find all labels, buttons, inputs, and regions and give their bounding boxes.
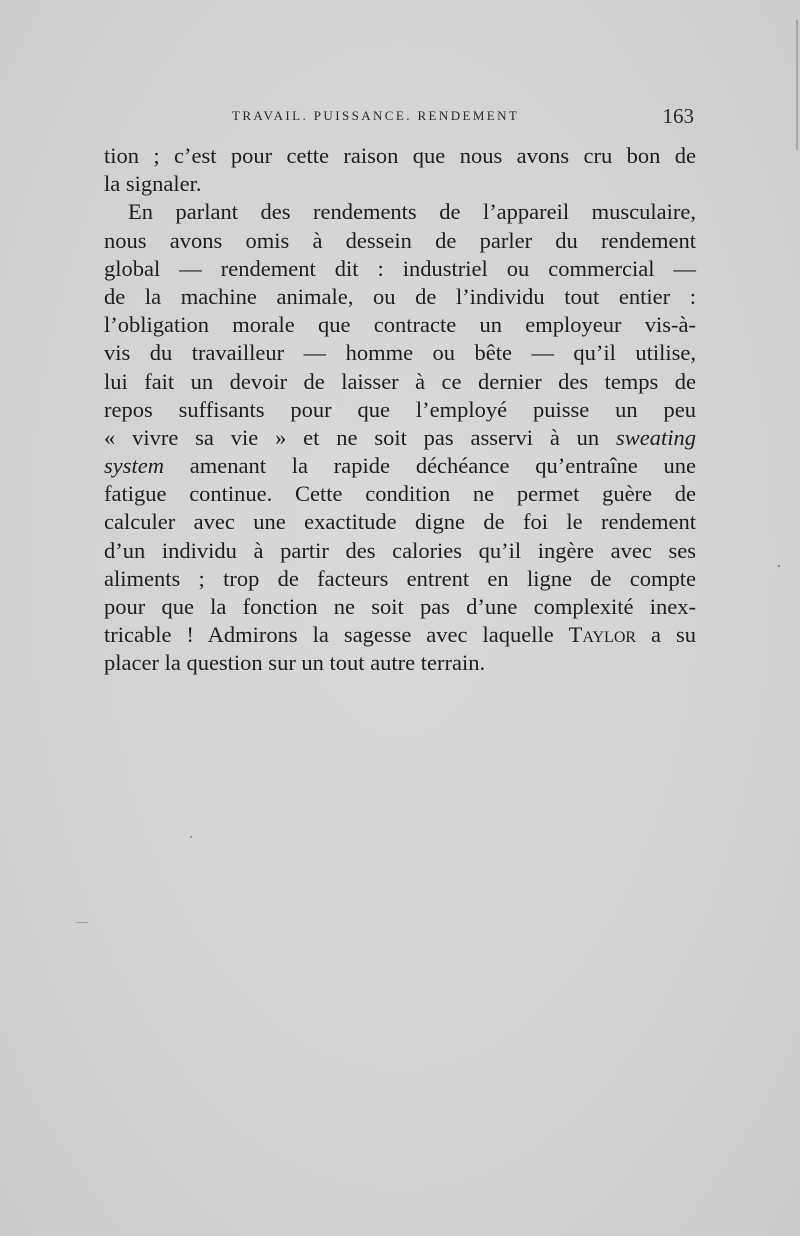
text-line: vis du travailleur — homme ou bête — qu’il utilise,: [104, 340, 696, 366]
text-line: [104, 621, 696, 649]
text-line: la signaler.: [104, 171, 202, 197]
text-line: [104, 452, 696, 480]
text-line: placer la question sur un tout autre terrain.: [104, 650, 486, 676]
paper-speck: [190, 836, 192, 838]
text-segment: a su: [636, 622, 696, 648]
author-name: Taylor: [568, 622, 637, 648]
text-line: calculer avec une exactitude digne de foi le rendement: [104, 509, 696, 535]
text-segment: amenant la rapide déchéance qu’entraîne une: [164, 453, 696, 479]
text-line: global — rendement dit : industriel ou commercial —: [104, 255, 696, 281]
italic-term: system: [104, 453, 164, 479]
page-number: 163: [662, 104, 694, 128]
text-line: tion ; c’est pour cette raison que nous avons cru bon de: [104, 143, 696, 168]
running-title: TRAVAIL. PUISSANCE. RENDEMENT: [232, 108, 520, 123]
body-text: [104, 142, 696, 678]
text-segment: « vivre sa vie » et ne soit pas asservi à un: [104, 424, 616, 450]
italic-term: sweating: [615, 424, 696, 450]
running-header: [232, 104, 712, 128]
text-line: nous avons omis à dessein de parler du rendement: [104, 227, 696, 253]
paragraph-start-line: En parlant des rendements de l’appareil musculaire,: [128, 199, 696, 225]
text-line: lui fait un devoir de laisser à ce dernier des temps de: [104, 368, 696, 394]
text-line: l’obligation morale que contracte un employeur vis-à-: [104, 312, 696, 338]
text-segment: tricable ! Admirons la sagesse avec laquelle: [104, 622, 569, 648]
text-line: repos suffisants pour que l’employé puisse un peu: [104, 396, 696, 422]
text-line: aliments ; trop de facteurs entrent en ligne de compte: [104, 565, 696, 591]
text-line: pour que la fonction ne soit pas d’une complexité inex-: [104, 594, 696, 619]
paper-speck: [778, 565, 780, 567]
paper-speck: [76, 922, 88, 923]
text-line: fatigue continue. Cette condition ne permet guère de: [104, 481, 696, 507]
text-line: de la machine animale, ou de l’individu tout entier :: [104, 283, 696, 309]
paper-speck: [796, 20, 798, 150]
text-line: d’un individu à partir des calories qu’il ingère avec ses: [104, 537, 696, 563]
text-line: [104, 424, 696, 452]
